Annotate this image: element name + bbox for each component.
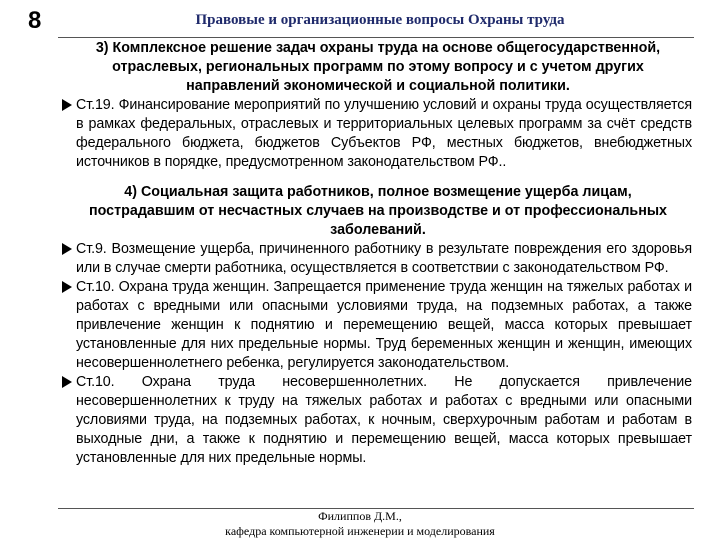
header-title: Правовые и организационные вопросы Охраны труда [195,12,565,28]
paragraph-text: Ст.10. Охрана труда женщин. Запрещается применение труда женщин на тяжелых работах и работах с вредными или опасными условиями труда, на подземных работах, а также привлечение женщин к поднятию и перемещению вещей, масса которых превышает установленные для них предельные нормы. Труд беременных женщин и женщин, имеющих несовершеннолетнего ребенка, регулируется законодательством. [76,279,692,371]
paragraph-text: Ст.19. Финансирование мероприятий по улучшению условий и охраны труда осуществляется в рамках федеральных, отраслевых и территориальных целевых программ за счёт средств федерального бюджета, бюджетов Субъектов РФ, местных бюджетов, внебюджетных источников в порядке, предусмотренном законодательством РФ.. [76,97,692,170]
footer-author: Филиппов Д.М., [318,509,402,523]
paragraph-text: Ст.10. Охрана труда несовершеннолетних. Не допускается привлечение несовершеннолетних к труду на тяжелых работах и работах с вредными или опасными условиями труда, на подземных работах, к ночным, сверхурочным работам и работам в выходные дни, а также к поднятию и перемещению вещей, масса которых превышает установленные для них предельные нормы. [76,374,692,466]
bullet-arrow-icon [62,281,72,293]
bullet-paragraph [64,96,692,172]
footer [0,509,720,539]
header-divider [58,37,694,38]
section-heading: 4) Социальная защита работников, полное возмещение ущерба лицам, пострадавшим от несчастных случаев на производстве и от профессиональных заболеваний. [89,184,667,238]
paragraph-text: Ст.9. Возмещение ущерба, причиненного работнику в результате повреждения его здоровья или в случае смерти работника, осуществляется в соответствии с законодательством РФ. [76,241,692,276]
bullet-arrow-icon [62,243,72,255]
bullet-paragraph [64,278,692,373]
section-spacer [64,172,692,183]
footer-department: кафедра компьютерной инженерии и моделирования [225,524,495,538]
slide-content [64,39,692,468]
section-heading: 3) Комплексное решение задач охраны труда на основе общегосударственной, отраслевых, региональных программ по этому вопросу и с учетом других направлений экономической и социальной политики. [95,40,661,94]
bullet-paragraph [64,373,692,468]
bullet-arrow-icon [62,376,72,388]
slide-number: 8 [28,7,42,34]
bullet-arrow-icon [62,99,72,111]
bullet-paragraph [64,240,692,278]
